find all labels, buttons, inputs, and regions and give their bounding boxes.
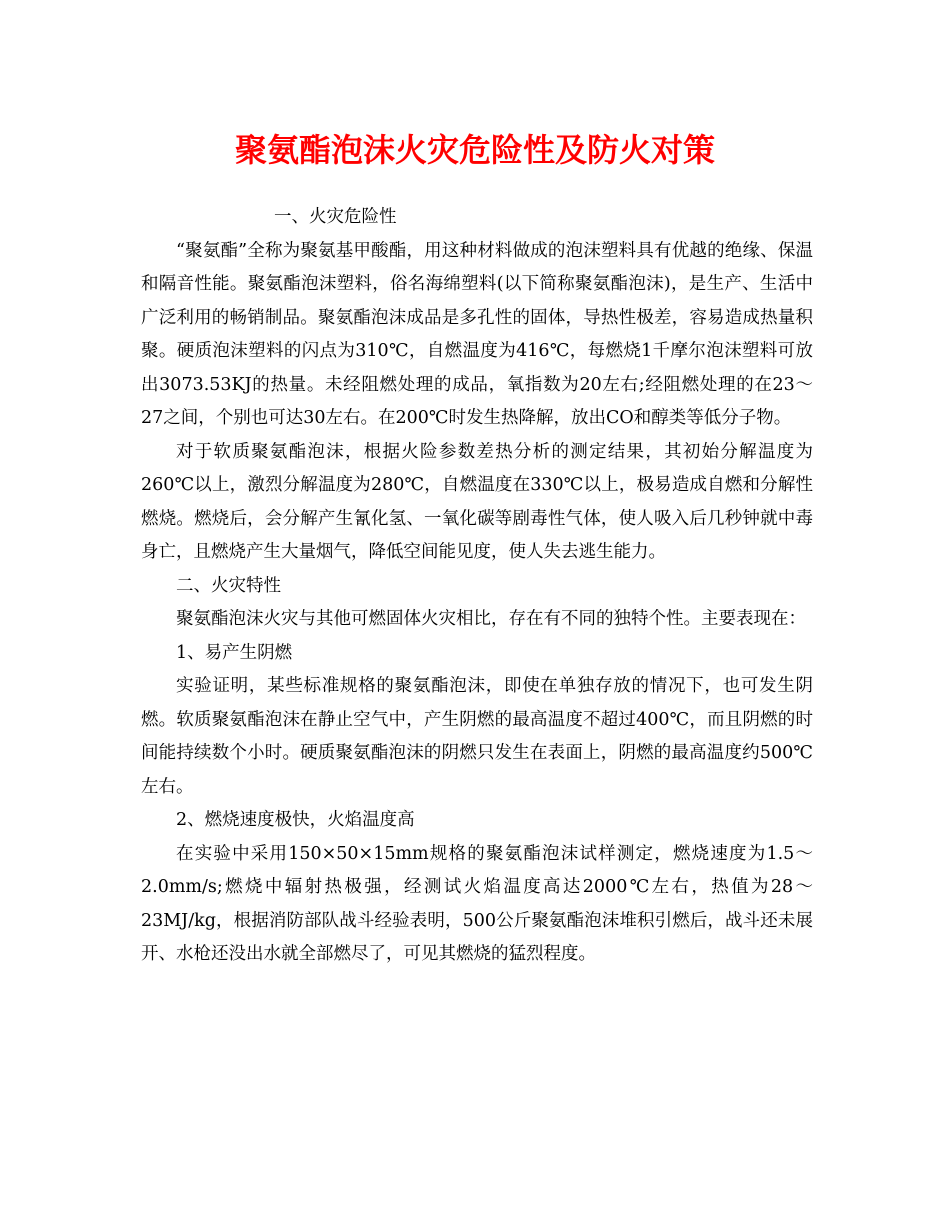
subheading-smoldering: 1、易产生阴燃 (176, 642, 293, 663)
paragraph-smoldering: 实验证明，某些标准规格的聚氨酯泡沫，即使在单独存放的情况下，也可发生阴燃。软质聚氨酯泡沫在静止空气中，产生阴燃的最高温度不超过400℃，而且阴燃的时间能持续数个小时。硬质聚氨酯泡沫的阴燃只发生在表面上，阴燃的最高温度约500℃左右。 (141, 676, 813, 797)
section-heading-fire-hazard: 一、火灾危险性 (274, 207, 397, 227)
paragraph-soft-foam: 对于软质聚氨酯泡沫，根据火险参数差热分析的测定结果，其初始分解温度为260℃以上，激烈分解温度为280℃，自燃温度在330℃以上，极易造成自燃和分解性燃烧。燃烧后，会分解产生氰化氢、一氧化碳等剧毒性气体，使人吸入后几秒钟就中毒身亡，且燃烧产生大量烟气，降低空间能见度，使人失去逃生能力。 (141, 441, 813, 562)
document-body (141, 201, 813, 972)
section-heading-fire-characteristics: 二、火灾特性 (176, 575, 281, 596)
paragraph-burning-speed: 在实验中采用150×50×15mm规格的聚氨酯泡沫试样测定，燃烧速度为1.5～2.0mm/s;燃烧中辐射热极强，经测试火焰温度高达2000℃左右，热值为28～23MJ/kg，根据消防部队战斗经验表明，500公斤聚氨酯泡沫堆积引燃后，战斗还未展开、水枪还没出水就全部燃尽了，可见其燃烧的猛烈程度。 (141, 843, 813, 964)
subheading-burning-speed: 2、燃烧速度极快，火焰温度高 (176, 810, 415, 830)
paragraph-characteristics-intro: 聚氨酯泡沫火灾与其他可燃固体火灾相比，存在有不同的独特个性。主要表现在： (176, 609, 806, 629)
paragraph-definition: “聚氨酯”全称为聚氨基甲酸酯，用这种材料做成的泡沫塑料具有优越的绝缘、保温和隔音性能。聚氨酯泡沫塑料，俗名海绵塑料(以下简称聚氨酯泡沫)，是生产、生活中广泛利用的畅销制品。聚氨酯泡沫成品是多孔性的固体，导热性极差，容易造成热量积聚。硬质泡沫塑料的闪点为310℃，自燃温度为416℃，每燃烧1千摩尔泡沫塑料可放出3073.53KJ的热量。未经阻燃处理的成品，氧指数为20左右;经阻燃处理的在23～27之间，个别也可达30左右。在200℃时发生热降解，放出CO和醇类等低分子物。 (141, 240, 813, 428)
document-title: 聚氨酯泡沫火灾危险性及防火对策 (234, 131, 715, 169)
